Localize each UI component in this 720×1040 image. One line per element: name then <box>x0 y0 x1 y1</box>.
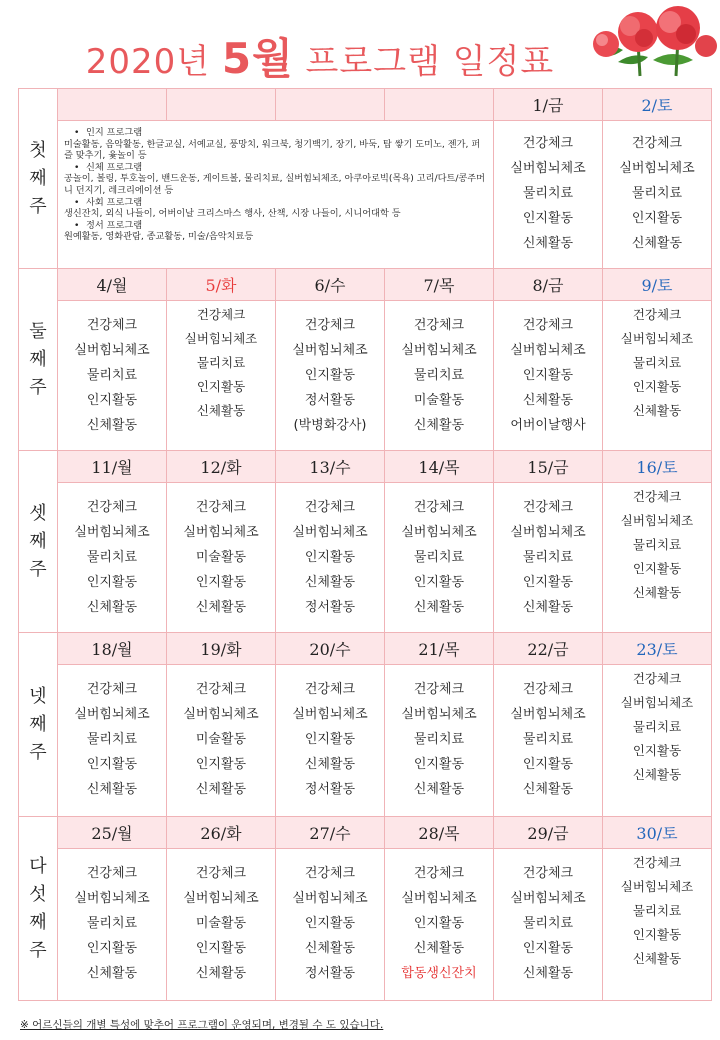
day-header: 23/토 <box>603 633 712 665</box>
week-3-header <box>19 451 712 483</box>
day-header: 12/화 <box>167 451 276 483</box>
day-cell: 건강체크 실버힘뇌체조 물리치료 인지활동 신체활동 <box>494 849 603 1001</box>
day-header: 6/수 <box>276 269 385 301</box>
day-header: 18/월 <box>58 633 167 665</box>
day-header: 26/화 <box>167 817 276 849</box>
program-text: 원예활동, 영화관람, 종교활동, 미술/음악치료등 <box>64 231 254 243</box>
day-cell: 건강체크 실버힘뇌체조 물리치료 인지활동 신체활동 <box>603 849 712 1001</box>
day-header: 16/토 <box>603 451 712 483</box>
day-cell: 건강체크 실버힘뇌체조 물리치료 인지활동 신체활동 <box>385 483 494 633</box>
day-header: 27/수 <box>276 817 385 849</box>
footer-note: ※ 어르신들의 개별 특성에 맞추어 프로그램이 운영되며, 변경될 수 도 있습니다. <box>20 1019 384 1031</box>
day-header: 28/목 <box>385 817 494 849</box>
day-header: 19/화 <box>167 633 276 665</box>
day-cell: 건강체크 실버힘뇌체조 물리치료 인지활동 신체활동 <box>58 301 167 451</box>
week-2-label: 둘 째 주 <box>19 269 58 451</box>
day-cell: 건강체크 실버힘뇌체조 물리치료 미술활동 신체활동 <box>385 301 494 451</box>
week-5-body <box>19 849 712 1001</box>
program-heading: • 인지 프로그램 <box>64 127 489 139</box>
day-cell: 건강체크 실버힘뇌체조 미술활동 인지활동 신체활동 <box>167 849 276 1001</box>
program-text: 미술활동, 음악활동, 한글교실, 서예교실, 풍망치, 워크북, 청기백기, 장기, 바둑, 탑 쌓기 도미노, 젠가, 퍼즐 맞추기, 윷놀이 등 <box>64 138 481 162</box>
day-header: 11/월 <box>58 451 167 483</box>
carnation-flowers-icon <box>578 2 720 78</box>
week-2-body <box>19 301 712 451</box>
day-cell: 건강체크 실버힘뇌체조 인지활동 신체활동 정서활동 <box>276 665 385 817</box>
day-header: 14/목 <box>385 451 494 483</box>
day-cell: 건강체크 실버힘뇌체조 물리치료 인지활동 신체활동 <box>603 301 712 451</box>
week-1-header <box>19 89 712 121</box>
day-cell: 건강체크 실버힘뇌체조 물리치료 인지활동 신체활동 <box>603 665 712 817</box>
day-header: 8/금 <box>494 269 603 301</box>
day-header: 25/월 <box>58 817 167 849</box>
title-rest: 프로그램 일정표 <box>293 42 555 82</box>
day-cell: 건강체크 실버힘뇌체조 인지활동 정서활동 (박병화강사) <box>276 301 385 451</box>
week-1-body <box>19 121 712 269</box>
day-cell: 건강체크 실버힘뇌체조 물리치료 인지활동 신체활동 <box>167 301 276 451</box>
day-cell: 건강체크 실버힘뇌체조 물리치료 인지활동 신체활동 <box>58 849 167 1001</box>
day-header: 5/화 <box>167 269 276 301</box>
day-cell: 건강체크 실버힘뇌체조 인지활동 신체활동 합동생신잔치 <box>385 849 494 1001</box>
event-label: 합동생신잔치 <box>401 966 477 981</box>
week-3-label: 셋 째 주 <box>19 451 58 633</box>
day-cell: 건강체크 실버힘뇌체조 물리치료 인지활동 신체활동 <box>494 121 603 269</box>
day-header <box>276 89 385 121</box>
day-header: 13/수 <box>276 451 385 483</box>
day-header: 1/금 <box>494 89 603 121</box>
week-4-header <box>19 633 712 665</box>
day-cell: 건강체크 실버힘뇌체조 물리치료 인지활동 신체활동 <box>385 665 494 817</box>
week-2-header <box>19 269 712 301</box>
day-header: 2/토 <box>603 89 712 121</box>
day-cell: 건강체크 실버힘뇌체조 물리치료 인지활동 신체활동 <box>494 483 603 633</box>
day-header: 29/금 <box>494 817 603 849</box>
program-text: 생신잔치, 외식 나들이, 어버이날 크리스마스 행사, 산책, 시장 나들이, 시니어대학 등 <box>64 208 401 220</box>
day-cell: 건강체크 실버힘뇌체조 인지활동 신체활동 정서활동 <box>276 483 385 633</box>
day-header <box>58 89 167 121</box>
week-4-label: 넷 째 주 <box>19 633 58 817</box>
week-5-label: 다 섯 째 주 <box>19 817 58 1001</box>
day-header: 20/수 <box>276 633 385 665</box>
program-description <box>58 121 494 269</box>
day-header: 7/목 <box>385 269 494 301</box>
title-month: 5월 <box>221 34 294 83</box>
schedule-table <box>18 88 712 1001</box>
page-title <box>0 26 640 86</box>
day-cell: 건강체크 실버힘뇌체조 물리치료 인지활동 신체활동 <box>603 483 712 633</box>
program-text: 공놀이, 볼링, 투호놀이, 밴드운동, 게이트볼, 물리치료, 실버힘뇌체조, 아쿠아로빅(목욕) 고리/다트/콩주머니 던지기, 레크리에이션 등 <box>64 173 486 196</box>
week-1-label: 첫 째 주 <box>19 89 58 269</box>
day-header: 15/금 <box>494 451 603 483</box>
day-header <box>167 89 276 121</box>
day-header: 30/토 <box>603 817 712 849</box>
week-4-body <box>19 665 712 817</box>
program-heading: • 사회 프로그램 <box>64 197 489 209</box>
day-header: 22/금 <box>494 633 603 665</box>
day-cell: 건강체크 실버힘뇌체조 인지활동 신체활동 정서활동 <box>276 849 385 1001</box>
day-cell: 건강체크 실버힘뇌체조 미술활동 인지활동 신체활동 <box>167 665 276 817</box>
week-3-body <box>19 483 712 633</box>
day-cell: 건강체크 실버힘뇌체조 미술활동 인지활동 신체활동 <box>167 483 276 633</box>
program-heading: • 정서 프로그램 <box>64 220 489 232</box>
day-cell: 건강체크 실버힘뇌체조 물리치료 인지활동 신체활동 <box>603 121 712 269</box>
day-header: 9/토 <box>603 269 712 301</box>
day-cell: 건강체크 실버힘뇌체조 인지활동 신체활동 어버이날행사 <box>494 301 603 451</box>
week-5-header <box>19 817 712 849</box>
day-cell: 건강체크 실버힘뇌체조 물리치료 인지활동 신체활동 <box>58 483 167 633</box>
day-cell: 건강체크 실버힘뇌체조 물리치료 인지활동 신체활동 <box>494 665 603 817</box>
day-header: 21/목 <box>385 633 494 665</box>
day-cell: 건강체크 실버힘뇌체조 물리치료 인지활동 신체활동 <box>58 665 167 817</box>
day-header <box>385 89 494 121</box>
title-year: 2020년 <box>85 42 222 82</box>
day-header: 4/월 <box>58 269 167 301</box>
program-heading: • 신체 프로그램 <box>64 162 489 174</box>
